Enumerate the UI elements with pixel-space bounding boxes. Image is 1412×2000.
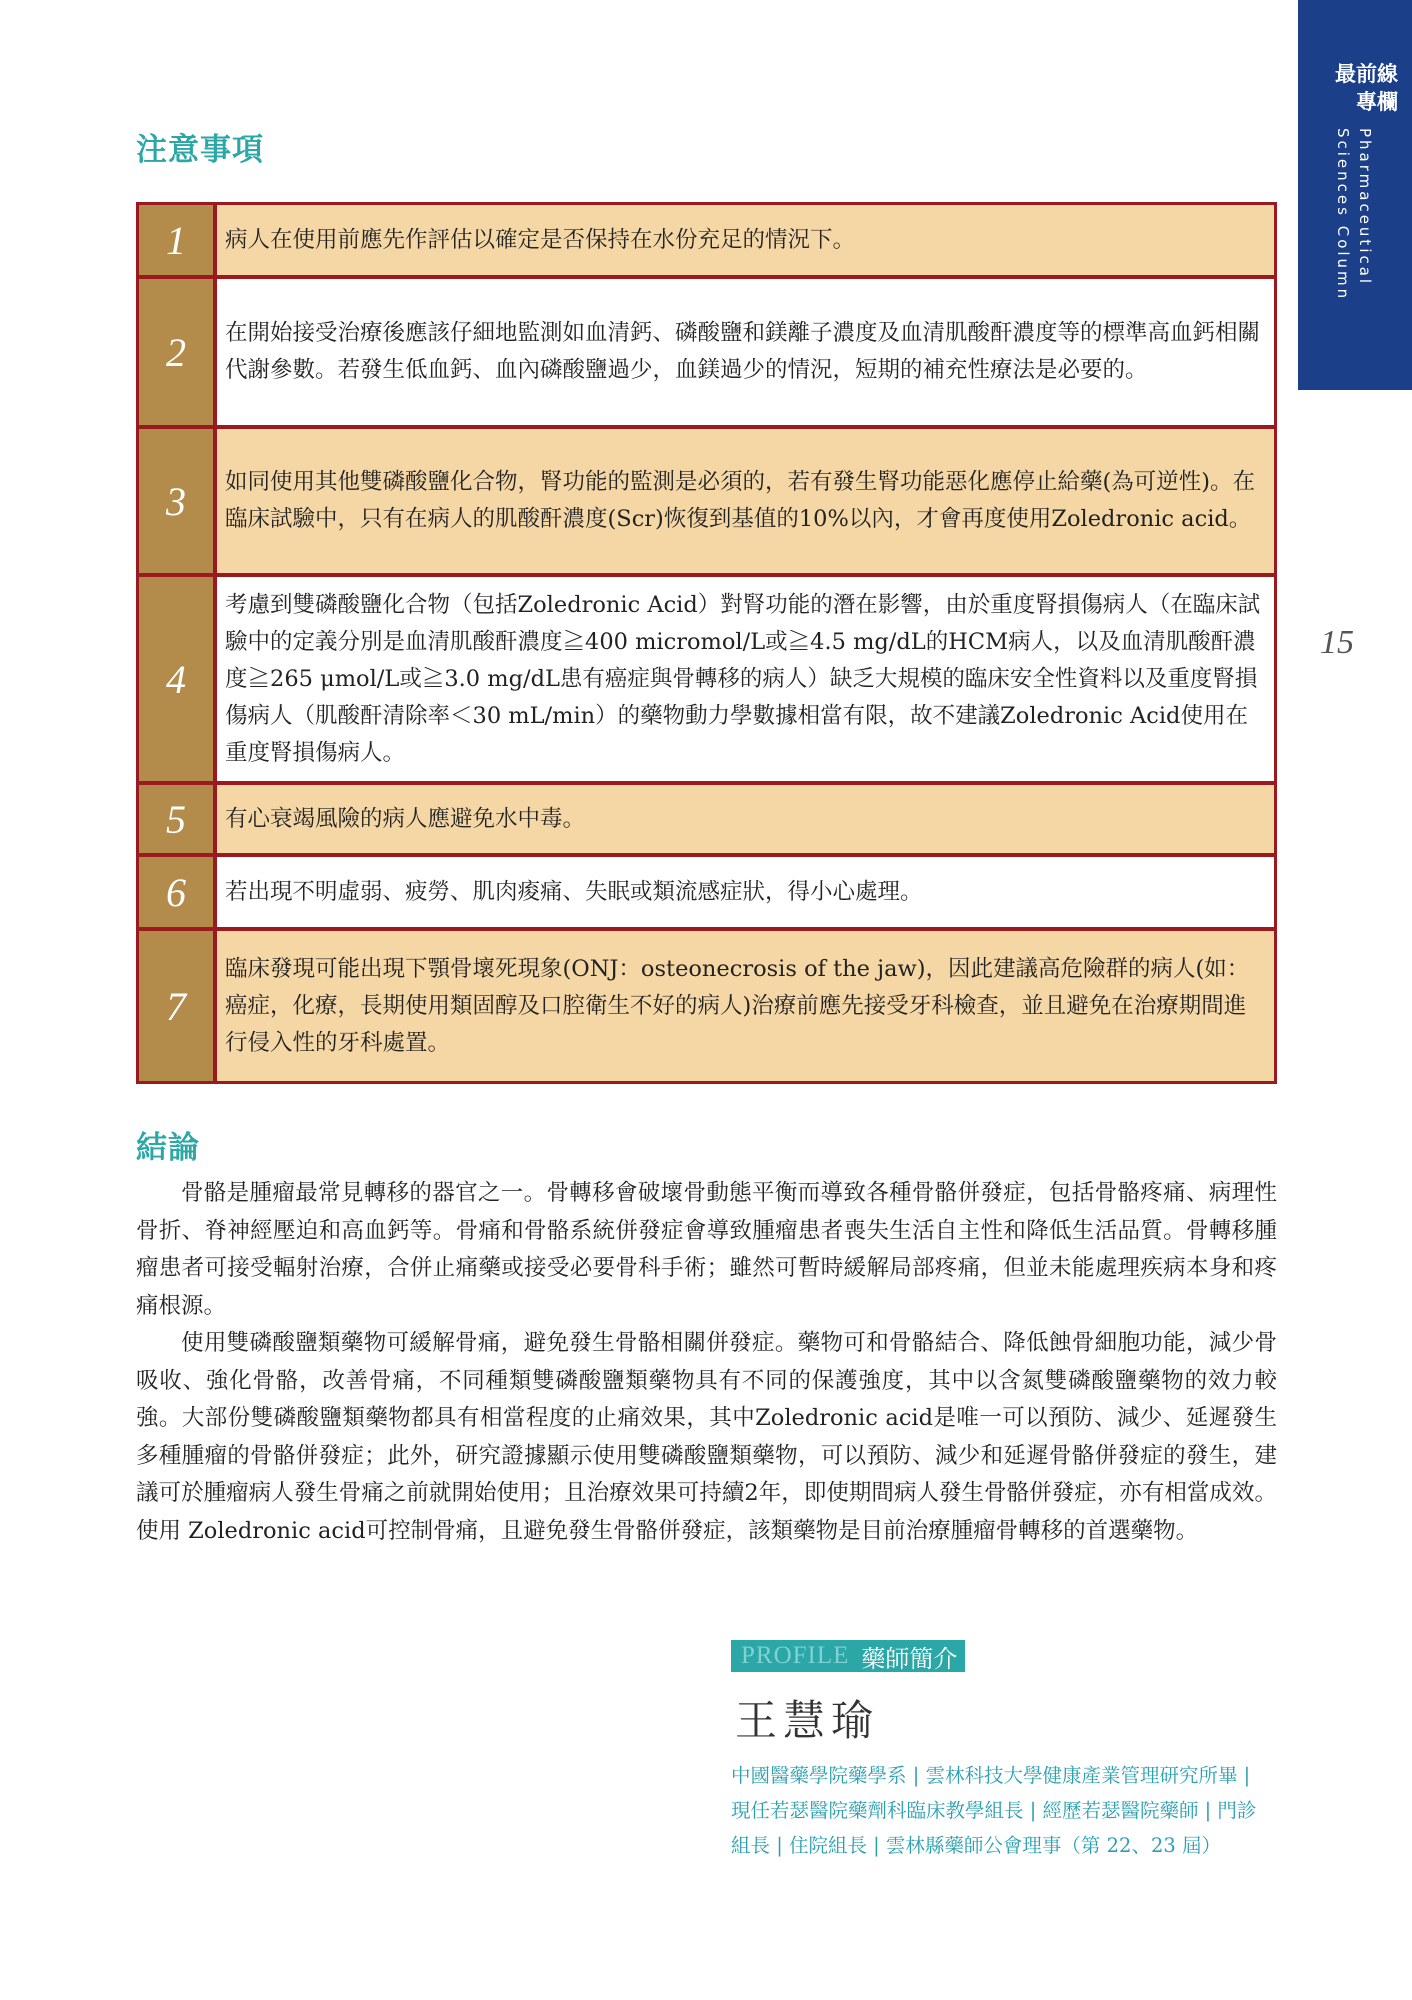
- note-number: 4: [139, 577, 217, 781]
- note-row: [139, 785, 1274, 857]
- note-text: 在開始接受治療後應該仔細地監測如血清鈣、磷酸鹽和鎂離子濃度及血清肌酸酐濃度等的標準高血鈣相關代謝參數。若發生低血鈣、血內磷酸鹽過少，血鎂過少的情況，短期的補充性療法是必要的。: [217, 279, 1274, 425]
- profile-bio-line: 現任若瑟醫院藥劑科臨床教學組長 | 經歷若瑟醫院藥師 | 門診: [731, 1799, 1257, 1822]
- conclusion-paragraph: 使用雙磷酸鹽類藥物可緩解骨痛，避免發生骨骼相關併發症。藥物可和骨骼結合、降低蝕骨細胞功能，減少骨吸收、強化骨骼，改善骨痛，不同種類雙磷酸鹽類藥物具有不同的保護強度，其中以含氮雙磷酸鹽藥物的效力較強。大部份雙磷酸鹽類藥物都具有相當程度的止痛效果，其中Zoledronic acid是唯一可以預防、減少、延遲發生多種腫瘤的骨骼併發症；此外，研究證據顯示使用雙磷酸鹽類藥物，可以預防、減少和延遲骨骼併發症的發生，建議可於腫瘤病人發生骨痛之前就開始使用；且治療效果可持續2年，即使期間病人發生骨骼併發症，亦有相當成效。使用 Zoledronic acid可控制骨痛，且避免發生骨骼併發症，該類藥物是目前治療腫瘤骨轉移的首選藥物。: [136, 1330, 1277, 1544]
- note-number: 1: [139, 205, 217, 275]
- note-number: 5: [139, 785, 217, 853]
- column-tab-english: [1332, 128, 1376, 301]
- column-tab-en-line1: Pharmaceutical: [1356, 128, 1374, 287]
- note-row: [139, 931, 1274, 1081]
- note-text: 如同使用其他雙磷酸鹽化合物，腎功能的監測是必須的，若有發生腎功能惡化應停止給藥(為可逆性)。在臨床試驗中，只有在病人的肌酸酐濃度(Scr)恢復到基值的10%以內，才會再度使用Zoledronic acid。: [217, 429, 1274, 573]
- note-number: 7: [139, 931, 217, 1081]
- column-tab-en-line2: Sciences Column: [1334, 128, 1352, 302]
- note-row: [139, 857, 1274, 931]
- note-row: [139, 577, 1274, 785]
- note-row: [139, 279, 1274, 429]
- note-text: 有心衰竭風險的病人應避免水中毒。: [217, 785, 1274, 853]
- conclusion-title: 結論: [136, 1130, 200, 1166]
- profile-bio: [731, 1758, 1281, 1863]
- conclusion-paragraph: 骨骼是腫瘤最常見轉移的器官之一。骨轉移會破壞骨動態平衡而導致各種骨骼併發症，包括骨骼疼痛、病理性骨折、脊神經壓迫和高血鈣等。骨痛和骨骼系統併發症會導致腫瘤患者喪失生活自主性和降低生活品質。骨轉移腫瘤患者可接受輻射治療，合併止痛藥或接受必要骨科手術；雖然可暫時緩解局部疼痛，但並未能處理疾病本身和疼痛根源。: [136, 1180, 1277, 1319]
- column-tab-line1: 最前線: [1335, 62, 1398, 86]
- profile-badge: [731, 1640, 965, 1672]
- column-tab: [1298, 0, 1412, 390]
- profile-bio-line: 中國醫藥學院藥學系 | 雲林科技大學健康產業管理研究所畢 |: [731, 1764, 1251, 1787]
- note-row: [139, 429, 1274, 577]
- note-number: 2: [139, 279, 217, 425]
- note-text: 病人在使用前應先作評估以確定是否保持在水份充足的情況下。: [217, 205, 1274, 275]
- column-tab-chinese: [1328, 60, 1398, 116]
- profile-badge-cn: 藥師簡介: [861, 1644, 958, 1673]
- page-number: 15: [1320, 624, 1354, 661]
- notes-table: [136, 202, 1277, 1084]
- profile-name: 王慧瑜: [735, 1696, 880, 1745]
- note-text: 臨床發現可能出現下顎骨壞死現象(ONJ：osteonecrosis of the jaw)，因此建議高危險群的病人(如：癌症，化療，長期使用類固醇及口腔衛生不好的病人)治療前應先接受牙科檢查，並且避免在治療期間進行侵入性的牙科處置。: [217, 931, 1274, 1081]
- note-text: 考慮到雙磷酸鹽化合物（包括Zoledronic Acid）對腎功能的潛在影響，由於重度腎損傷病人（在臨床試驗中的定義分別是血清肌酸酐濃度≧400 micromol/L或≧4.5 mg/dL的HCM病人，以及血清肌酸酐濃度≧265 μmol/L或≧3.0 mg/dL患有癌症與骨轉移的病人）缺乏大規模的臨床安全性資料以及重度腎損傷病人（肌酸酐清除率＜30 mL/min）的藥物動力學數據相當有限，故不建議Zoledronic Acid使用在重度腎損傷病人。: [217, 577, 1274, 781]
- profile-badge-en: PROFILE: [741, 1642, 850, 1669]
- profile-bio-line: 組長 | 住院組長 | 雲林縣藥師公會理事（第 22、23 屆）: [731, 1834, 1221, 1857]
- column-tab-line2: 專欄: [1356, 90, 1398, 114]
- note-number: 6: [139, 857, 217, 927]
- notes-title: 注意事項: [136, 132, 264, 168]
- note-row: [139, 205, 1274, 279]
- conclusion-body: [136, 1175, 1277, 1550]
- note-text: 若出現不明虛弱、疲勞、肌肉痠痛、失眠或類流感症狀，得小心處理。: [217, 857, 1274, 927]
- note-number: 3: [139, 429, 217, 573]
